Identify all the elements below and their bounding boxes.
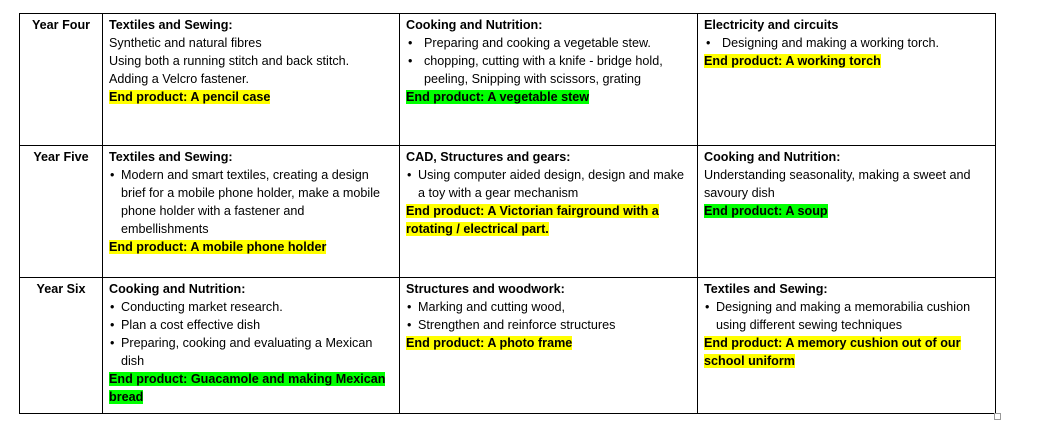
end-product-highlight: End product: Guacamole and making Mexican bread	[109, 371, 386, 404]
curriculum-table	[19, 13, 996, 414]
end-product-highlight: End product: A Victorian fairground with a rotating / electrical part.	[406, 203, 659, 236]
table-row-year-four	[20, 14, 996, 146]
year-label: Year Six	[20, 277, 103, 413]
bullet-list	[406, 298, 691, 334]
cell-line: Adding a Velcro fastener.	[109, 72, 250, 86]
cell-title: CAD, Structures and gears:	[406, 149, 571, 164]
end-product-highlight: End product: A soup	[704, 203, 828, 218]
list-item: • Using computer aided design, design and make a toy with a gear mechanism	[406, 166, 691, 202]
bullet-list	[704, 34, 989, 52]
end-product-highlight: End product: A photo frame	[406, 335, 573, 350]
list-item: • Designing and making a memorabilia cushion using different sewing techniques	[704, 298, 989, 334]
bullet-list	[704, 298, 989, 334]
cell-title: Electricity and circuits	[704, 18, 839, 32]
list-item: • Marking and cutting wood,	[406, 298, 691, 316]
table-row-year-five	[20, 145, 996, 277]
table-cell	[400, 145, 698, 277]
bullet-list	[109, 166, 393, 238]
cell-title: Textiles and Sewing:	[109, 149, 233, 164]
cell-title: Cooking and Nutrition:	[109, 281, 246, 296]
cell-title: Cooking and Nutrition:	[406, 18, 543, 32]
year-label: Year Four	[20, 14, 103, 146]
end-product-highlight: End product: A pencil case	[109, 90, 271, 104]
table-row-year-six	[20, 277, 996, 413]
table-cell	[103, 145, 400, 277]
bullet-list	[406, 34, 691, 88]
list-item: • Preparing and cooking a vegetable stew.	[406, 34, 691, 52]
cell-line: Synthetic and natural fibres	[109, 36, 262, 50]
table-cell	[698, 277, 996, 413]
cell-title: Structures and woodwork:	[406, 281, 565, 296]
list-item: • Modern and smart textiles, creating a design brief for a mobile phone holder, make a mobile phone holder with a fastener and embellishments	[109, 166, 393, 238]
list-item: • Preparing, cooking and evaluating a Mexican dish	[109, 334, 393, 370]
table-cell	[400, 277, 698, 413]
list-item: • Plan a cost effective dish	[109, 316, 393, 334]
table-cell	[103, 277, 400, 413]
end-product-highlight: End product: A working torch	[704, 54, 881, 68]
table-cell	[400, 14, 698, 146]
end-product-highlight: End product: A mobile phone holder	[109, 239, 327, 254]
table-cell	[698, 145, 996, 277]
table-cell	[103, 14, 400, 146]
table-resize-handle[interactable]	[994, 413, 1001, 420]
list-item: • Strengthen and reinforce structures	[406, 316, 691, 334]
table-cell	[698, 14, 996, 146]
list-item: • chopping, cutting with a knife - bridge hold, peeling, Snipping with scissors, grating	[406, 52, 691, 88]
list-item: • Conducting market research.	[109, 298, 393, 316]
cell-line: Using both a running stitch and back stitch.	[109, 54, 350, 68]
end-product-highlight: End product: A memory cushion out of our school uniform	[704, 335, 961, 368]
cell-title: Textiles and Sewing:	[704, 281, 828, 296]
cell-title: Textiles and Sewing:	[109, 18, 233, 32]
end-product-highlight: End product: A vegetable stew	[406, 90, 590, 104]
table-body	[20, 14, 996, 414]
year-label: Year Five	[20, 145, 103, 277]
list-item: • Designing and making a working torch.	[704, 34, 989, 52]
bullet-list	[109, 298, 393, 370]
cell-line: Understanding seasonality, making a sweet and savoury dish	[704, 167, 971, 200]
bullet-list	[406, 166, 691, 202]
cell-title: Cooking and Nutrition:	[704, 149, 841, 164]
